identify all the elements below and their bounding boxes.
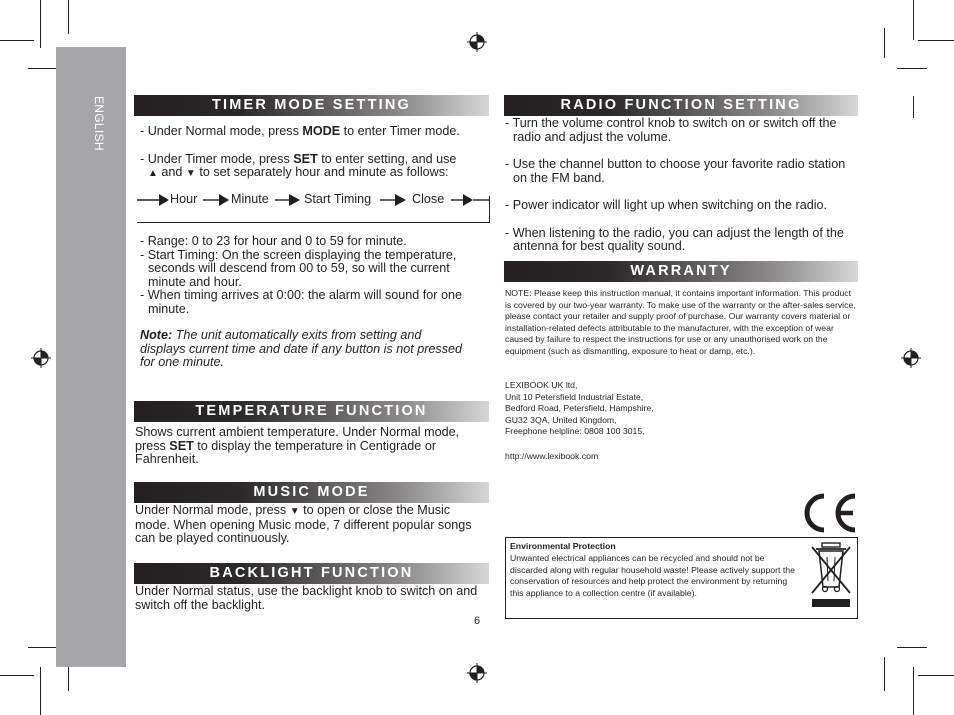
website-link[interactable]: http://www.lexibook.com: [505, 451, 599, 461]
registration-mark-icon: [901, 348, 921, 368]
flow-step-close: Close: [412, 192, 445, 206]
registration-mark-icon: [31, 348, 51, 368]
crop-mark: [28, 68, 56, 69]
music-mode-heading: MUSIC MODE: [134, 482, 489, 503]
crop-mark: [40, 667, 41, 715]
music-text-end: to open or close the Music mode. When opening Music mode, 7 different popular songs can be played continuously.: [135, 503, 472, 545]
radio-bullet-power: - Power indicator will light up when switching on the radio.: [505, 198, 828, 212]
flow-step-start-timing: Start Timing: [304, 192, 372, 206]
radio-bullets: [505, 117, 857, 254]
set-key: SET: [293, 151, 318, 166]
set-key: SET: [169, 438, 194, 453]
down-triangle-icon: ▼: [185, 168, 196, 179]
flow-step-hour: Hour: [170, 192, 198, 206]
temperature-text-start: Shows current ambient temperature. Under Normal mode, press: [135, 425, 460, 453]
note-text: The unit automatically exits from setting and displays current time and date if any button is not pressed for one minute.: [140, 328, 463, 369]
radio-bullet-channel: - Use the channel button to choose your favorite radio station on the FM band.: [505, 157, 846, 185]
up-triangle-icon: ▲: [148, 168, 158, 179]
crop-mark: [897, 68, 927, 69]
crop-mark: [0, 40, 34, 41]
temperature-text: [135, 426, 491, 467]
backlight-heading: BACKLIGHT FUNCTION: [134, 563, 489, 584]
timer-line1: - Under Normal mode, press: [140, 124, 303, 138]
registration-mark-icon: [467, 663, 487, 683]
warranty-heading: WARRANTY: [504, 261, 858, 282]
music-text-start: Under Normal mode, press: [135, 503, 290, 517]
page-number: 6: [474, 615, 481, 627]
address-line: Unit 10 Petersfield Industrial Estate,: [505, 391, 644, 402]
timer-bullets: [140, 235, 488, 316]
warranty-note: NOTE: Please keep this instruction manual, it contains important information. This product is covered by our two-year warranty. To make use of the warranty or the after-sales service, please contact your retailer and supply proof of purchase. Our warranty covers material or installation-related defects attributable to the manufacturer, with the exception of wear caused by failure to respect the instructions for use or any unauthorised work on the equipment (such as dismantling, exposure to heat or damp, etc.).: [505, 288, 856, 356]
crop-mark: [918, 675, 954, 676]
crop-mark: [68, 0, 69, 34]
timer-mode-text: [140, 125, 490, 181]
registration-mark-icon: [467, 32, 487, 52]
crop-mark: [913, 0, 914, 40]
timer-line3-end: to set separately hour and minute as follows:: [195, 165, 449, 179]
crop-mark: [28, 647, 56, 648]
temperature-heading: TEMPERATURE FUNCTION: [134, 401, 489, 422]
backlight-text: Under Normal status, use the backlight knob to switch on and switch off the backlight.: [135, 584, 478, 612]
down-triangle-icon: ▼: [289, 506, 300, 517]
mode-key: MODE: [302, 124, 341, 138]
ce-mark-icon: [797, 491, 859, 535]
timer-line1-end: to enter Timer mode.: [340, 124, 460, 138]
warranty-address: [505, 380, 805, 438]
crop-mark: [913, 96, 914, 118]
address-line: Bedford Road, Petersfield, Hampshire,: [505, 403, 654, 414]
flow-step-minute: Minute: [231, 192, 269, 206]
note-label: Note:: [140, 328, 173, 342]
address-line: Freephone helpline: 0808 100 3015,: [505, 426, 645, 437]
crop-mark: [884, 28, 885, 58]
timer-line2-end: to enter setting, and use: [317, 151, 457, 166]
crop-mark: [884, 657, 885, 691]
timer-line2: - Under Timer mode, press: [140, 151, 294, 166]
language-label: ENGLISH: [92, 96, 106, 151]
crop-mark: [40, 0, 41, 48]
bullet-start-timing: - Start Timing: On the screen displaying the temperature, seconds will descend from 00 to 59, so will the current minute and hour.: [140, 247, 457, 289]
music-mode-text: [135, 504, 485, 546]
bullet-range: - Range: 0 to 23 for hour and 0 to 59 for minute.: [140, 234, 407, 248]
weee-bin-icon: [810, 541, 852, 611]
timer-mode-heading: TIMER MODE SETTING: [134, 95, 489, 116]
crop-mark: [918, 40, 954, 41]
crop-mark: [913, 667, 914, 715]
radio-bullet-antenna: - When listening to the radio, you can adjust the length of the antenna for best quality sound.: [505, 225, 844, 253]
bullet-alarm: - When timing arrives at 0:00: the alarm will sound for one minute.: [140, 288, 462, 316]
crop-mark: [897, 647, 927, 648]
radio-bullet-volume: - Turn the volume control knob to switch on or switch off the radio and adjust the volume.: [505, 116, 837, 144]
environmental-text: Unwanted electrical appliances can be recycled and should not be discarded along with regular household waste! Please actively support the conservation of resources and help protect the environment by returning this appliance to a collection centre (if available).: [510, 553, 795, 598]
address-line: GU32 3QA, United Kingdom,: [505, 414, 617, 425]
timer-line3: and: [157, 165, 186, 179]
environmental-title: Environmental Protection: [510, 541, 616, 551]
address-line: LEXIBOOK UK ltd,: [505, 380, 578, 390]
crop-mark: [0, 675, 34, 676]
temperature-text-end: to display the temperature in Centigrade or Fahrenheit.: [135, 438, 437, 466]
timer-note: [140, 329, 470, 370]
radio-heading: RADIO FUNCTION SETTING: [504, 95, 858, 116]
